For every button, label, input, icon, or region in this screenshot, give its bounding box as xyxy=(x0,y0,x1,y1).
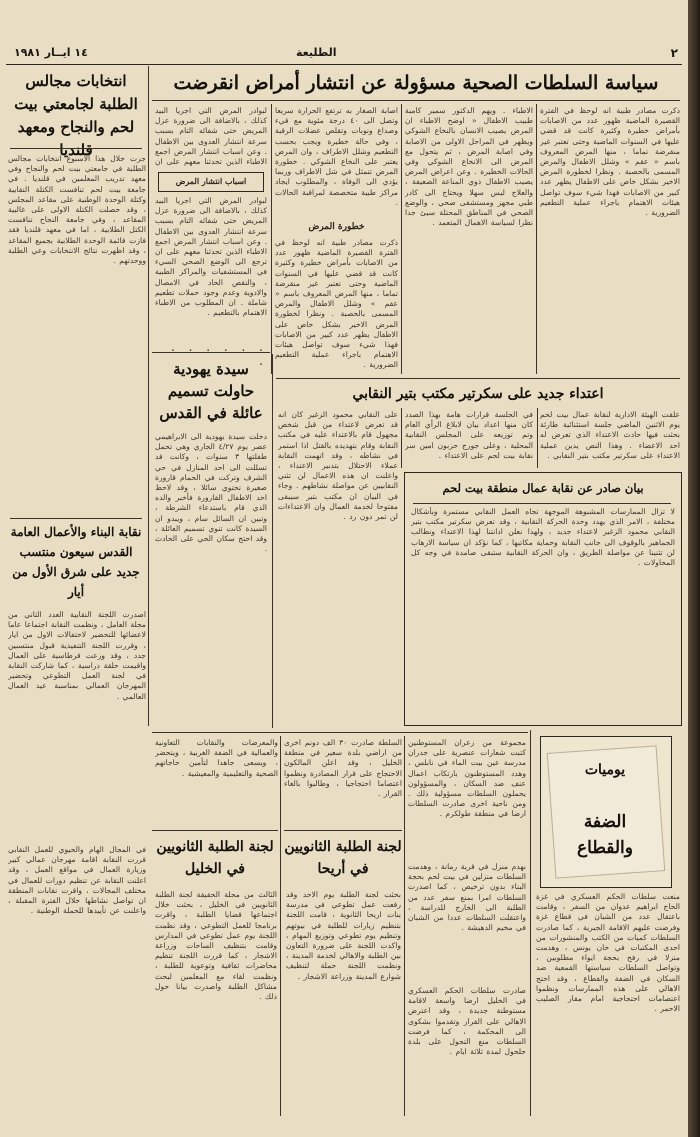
jericho-students-body: بحثت لجنة الطلبة يوم الاحد وقد رفعت عمل تطوعي في مدرسة بنات اريحا الثانوية ، قامت اللجنة بتنظيم زيارات للطلبة في بيوتهم وتنظيم يوم تطوعي وتوزيع المهام ، واكدت اللجنة على ضرورة التعاون بين الطلبة والاهالي لخدمة المدينة ، ونظمت اللجنة حملة لتنظيف شوارع المدينة وزراعة الاشجار . xyxy=(286,890,401,981)
poison-story-headline: سيدة يهودية حاولت تسميم عائلة في القدس xyxy=(159,360,263,422)
page-header xyxy=(6,44,682,65)
construction-union-headline: نقابة البناء والأعمال العامة القدس سيعون منتسب جديد على شرق الأول من أيار xyxy=(10,525,142,599)
column-divider xyxy=(271,104,272,374)
separator xyxy=(10,518,142,519)
column-divider xyxy=(404,736,405,1116)
land-confiscation-body: السلطة صادرت ٣٠ الف دونم اخرى من اراضي بلدة سعير في منطقة الخليل ، وقد اعلن المالكون الاحتجاج على قرار المصادرة ونظموا اعتصاما احتجاجيا ، وطالبوا بالغاء القرار . xyxy=(284,738,402,799)
separator xyxy=(413,503,671,504)
column-divider xyxy=(401,408,402,468)
page-number: ٢ xyxy=(670,46,678,60)
union-statement-body: لا تزال الممارسات المشبوهة الموجهة تجاه العمل النقابي مستمرة وبأشكال مختلفة ، الامر الذي يهدد وحدة الحركة النقابية ، وقد تعرض سكرتير مكتب بتير النقابي محمود الزغير لاعتداء جديد ، ولهذا نعلن ادانتنا لهذا الاعتداء ونطالب الجماهير بالوقوف الى جانب النقابة وحماية مكاتبها ، كما نؤكد ان سياسة الارهاب لن تثنينا عن مواصلة الطريق ، وان الحركة النقابية ستبقى صامدة في وجه كل المحاولات . xyxy=(411,507,675,568)
poison-story-body: دخلت سيدة يهودية الى الابراهيمي عصر يوم ٤/٢٧ الجاري وهي تحمل طفلتها ٣ سنوات ، وكانت قد تسللت الى احد المنازل في حي الشرف وتركت في الحمام قارورة صغيرة تحتوي سائلا ، وقد لاحظ احد الاطفال القارورة فأخبر والده الذي قام باستدعاء الشرطة ، وتبين ان السائل سام ، ويبدو ان السيدة كانت تنوي تسميم العائلة ، وقد احتج سكان الحي على الحادث . xyxy=(155,432,267,554)
separator xyxy=(152,352,270,353)
diary-box xyxy=(540,736,672,888)
student-elections-body: جرت خلال هذا الاسبوع انتخابات مجالس الطلبة في جامعتي بيت لحم والنجاح وفي معهد تدريب المعلمين في قلنديا . في جامعة بيت لحم تنافست الكتلة النقابية وكتلة الوحدة الوطنية على مقاعد المجلس ، وقد حصلت الكتلة الاولى على غالبية المقاعد ، وفي جامعة النجاح تنافست الكتل الطلابية ، اما في معهد قلنديا فقد فازت قائمة الوحدة الطلابية بجميع المقاعد ، وقد اظهرت نتائج الانتخابات وعي الطلبة ووحدتهم . xyxy=(8,154,146,266)
union-activities-body: في المجال الهام والحيوي للعمل النقابي قررت النقابة اقامة مهرجان عمالي كبير وزيارة العمال في مواقع العمل ، وقد اعلنت النقابة عن تنظيم دورات للعمال في مختلف المجالات ، واقرت نقابات المنطقة ان تواصل نشاطها خلال الفترة المقبلة ، واعلنت عن تأييدها للحملة الوطنية . xyxy=(8,845,146,916)
column-divider xyxy=(148,66,149,726)
union-statement-title: بيان صادر عن نقابة عمال منطقة بيت لحم xyxy=(442,481,644,495)
end-dots: . . . . . . . xyxy=(171,340,268,368)
diary-body: منعت سلطات الحكم العسكري في غزة الحاج ابراهيم عدوان من السفر ، وقامت باعتقال عدد من الشبان في قطاع غزة وفرضت عليهم الاقامة الجبرية ، كما صادرت السلطات كميات من الكتب والمنشورات من احدى المكتبات في خان يونس ، وهدمت منزلا في رفح بحجة ايواء مطلوبين ، وتواصل السلطات سياستها القمعية ضد السكان في الضفة والقطاع ، وقد احتج الاهالي على هذه الممارسات ونظموا اعتصامات احتجاجية امام مقار الصليب الاحمر . xyxy=(536,892,680,1014)
main-headline: سياسة السلطات الصحية مسؤولة عن انتشار أمراض انقرضت xyxy=(173,72,659,94)
demolition-body: بهدم منزل في قرية رمانة ، وهدمت السلطات منزلين في بيت لحم بحجة البناء بدون ترخيص ، كما اصدرت السلطات امرا بمنع سفر عدد من الطلبة الى الخارج للدراسة ، واعتقلت السلطات عددا من الشبان في مخيم الدهيشة . xyxy=(408,862,526,933)
main-article-col3: اصابة الصغار به ترتفع الحرارة سريعا وتصل الى ٤٠ درجة مئوية مع قيء وصداع ونوبات وتقلص عضلات الرقبة ، وفي حالة خطيرة ويجب بحسب التطعيم وشلل الاطراف ، وان المرض يعتبر على النخاع الشوكي . خطورة المرض تتمثل في شل الاطراف وربما يؤدي الى الوفاة ، والمطلوب ايجاد مراكز طبية متخصصة لمراقبة الحالات . xyxy=(275,106,398,207)
hebron-students-body: الثالث من مجلة الحقيقة لجنة الطلبة الثانويين في الخليل ، بحثت خلال اجتماعها قضايا الطلبة ، واقرت برنامجا للعمل التطوعي ، وقد نظمت اللجنة يوم عمل تطوعي في المدارس وقامت بتنظيف الساحات وزراعة الاشجار ، كما قررت اللجنة تنظيم محاضرات ثقافية وتوعوية للطلبة ، ونظمت لقاء مع المعلمين لبحث مشاكل الطلبة واصدرت بيانا حول ذلك . xyxy=(155,890,277,1002)
settlers-body: مجموعة من زعران المستوطنين كتبت شعارات عنصرية على جدران مدرسة عين بيت الماء في نابلس ، وهدد المستوطنون بارتكاب اعمال عنف ضد السكان ، والمسؤولون يحملون السلطات مسؤولية ذلك . ومن ناحية اخرى صادرت السلطات ارضا في منطقة طولكرم . xyxy=(408,738,526,819)
main-article-col1: ذكرت مصادر طبية انه لوحظ في الفترة القصيرة الماضية ظهور عدد من الاصابات بأمراض خطيرة وكثيرة كانت قد قضي عليها في السنوات الماضية وحتى تعتبر غير منقرضة تماما ، منها المرض المعروف باسم « عقم » وشلل الاطفال والمرض المسمى بالحصبة . ونظرا لخطورة المرض الاخير بشكل خاص على الاطفال يظهر عدد كبير من الاصابات فهذا شيء سوف تواصل هيئات الاهتمام باجراء عملية التطعيم الضرورية . xyxy=(540,106,680,218)
separator xyxy=(152,830,278,831)
separator xyxy=(10,148,142,149)
separator xyxy=(276,378,680,379)
column-divider xyxy=(280,736,281,1116)
danger-subheading: خطورة المرض xyxy=(308,222,365,232)
column-divider xyxy=(272,354,273,728)
column-divider xyxy=(530,730,531,1116)
diary-label: يوميات xyxy=(584,762,626,778)
student-elections-headline: انتخابات مجالس الطلبة لجامعتي بيت لحم والنجاح ومعهد قلنديا xyxy=(14,72,138,159)
union-statement-box xyxy=(404,472,682,726)
column-divider xyxy=(536,104,537,374)
main-article-col4: لبوادر المرض التي اجريا البيد كذلك ، بالاضافة الى ضرورة عزل المريض حتى شفائه التام بسبب سرعة انتشار العدوى بين الاطفال . وعن اسباب انتشار المرض اجمع الاطباء الذين تحدثنا معهم على ان xyxy=(155,106,267,167)
page-edge xyxy=(688,0,700,1137)
separator xyxy=(152,732,528,733)
main-article-col3b: ذكرت مصادر طبية انه لوحظ في الفترة القصيرة الماضية ظهور عدد من الاصابات بأمراض خطيرة وكثيرة كانت قد قضي عليها في السنوات الماضية وحتى تعتبر غير منقرضة تماما ، منها المرض المعروف باسم « عقم » وشلل الاطفال والمرض المسمى بالحصبة . ونظرا لخطورة المرض الاخير بشكل خاص على الاطفال يظهر عدد كبير من الاصابات فهذا شيء سوف تواصل هيئات الاهتمام باجراء عملية التطعيم الضرورية . xyxy=(275,238,398,370)
column-divider xyxy=(401,104,402,374)
battir-col-a: علقت الهيئة الادارية لنقابة عمال بيت لحم يوم الاثنين الماضي جلسة استثنائية طارئة بحثت فيها حادث الاعتداء الذي تعرض له احد الاعضاء . وهذا النص يدين عملية الاعتداء على سكرتير مكتب بتير النقابي . xyxy=(540,410,680,460)
diary-title: الضفة والقطاع xyxy=(577,812,633,858)
construction-union-body: اصدرت اللجنة النقابية العدد الثاني من مجلة العامل ، ونظمت النقابة اجتماعا عاما لاعضائها للتحضير لاحتفالات الاول من ايار ، وقررت اللجنة التنفيذية قبول منتسبين جدد ، وقد وزعت قرطاسية على العمال واقيمت حلقة دراسية ، كما شاركت النقابة في لجنة العمل التطوعي وتحضير المهرجان العمالي بمناسبة عيد العمال العالمي . xyxy=(8,610,146,701)
causes-subheading: اسباب انتشار المرض xyxy=(175,176,247,186)
causes-subheading-box xyxy=(158,172,264,192)
newspaper-name: الطليعة xyxy=(296,46,337,59)
column-divider xyxy=(537,408,538,468)
battir-col-c: على النقابي محمود الزغير كان انه قد تعرض لاعتداء من قبل شخص مجهول قام بالاعتداء عليه في مكتب النقابة وقام بتهديده بالقتل اذا استمر في نشاطه ، وقد اتهمت النقابة عملاء الاحتلال بتدبير الاعتداء ، واعلنت ان هذه الاعمال لن تثني النقابيين عن مواصلة نشاطهم . وجاء في البيان ان مكتب بتير سيبقى مفتوحا لخدمة العمال وان الاعتداءات لن تمر دون رد . xyxy=(278,410,398,522)
main-article-col4b: لبوادر المرض التي اجريا البيد كذلك ، بالاضافة الى ضرورة عزل المريض حتى شفائه التام بسبب سرعة انتشار العدوى بين الاطفال . وعن اسباب انتشار المرض اجمع الاطباء الذين تحدثنا معهم على ان ترجع الى الوضع الصحي السيء في المستشفيات والمراكز الطبية ، والنقص الحاد في الامصال والادوية وعدم وجود حملات تطعيم شاملة . ان المطلوب من الاطباء الاهتمام بالتطعيم . xyxy=(155,196,267,318)
jericho-students-headline: لجنة الطلبة الثانويين في أريحا xyxy=(284,839,402,877)
main-article-col2: الاطباء . ويهم الدكتور سمير كامبة طبيب الاطفال « اوضح الاطباء ان المرض يصيب الانسان بالنخاع الشوكي ويظهر في المراحل الاولى من الاصابة وفي اصابة المرض ، ثم يتحول مع المرض الى الانخاع الشوكي وفي الحالات الخطيرة . وعن اعراض المرض يصيب الاطفال ذوي المناعة الضعيفة ، والعلاج ليس سهلا ويحتاج الى كادر طبي مجهز ومستشفى صحي ، والوضع الصحي في المناطق المحتلة سيئ جدا نظرا لسياسة الاهمال المتعمد . xyxy=(405,106,533,228)
battir-attack-headline: اعتداء جديد على سكرتير مكتب بتير النقابي xyxy=(352,386,604,402)
issue-date: ١٤ ايــار ١٩٨١ xyxy=(14,46,88,59)
unions-body: والمعرضات والنقابات التعاونية والعمالية في الضفة الغربية ، ويتحضر ، ويسعى جاهدا لتأمين حاجاتهم الصحية والتعليمية والمعيشية . xyxy=(155,738,278,778)
separator xyxy=(284,830,402,831)
battir-col-b: في الجلسة قرارات هامة بهذا الصدد كان منها اعداد بيان لابلاغ الرأي العام وتم توزيعه على المجلس النقابية المحلية ، وعلى جورج حزبون امين سر نقابة بيت لحم على الاعتداء . xyxy=(405,410,533,460)
hebron-land-body: صادرت سلطات الحكم العسكري في الخليل ارضا واسعة لاقامة مستوطنة جديدة ، وقد اعترض الاهالي على القرار وتقدموا بشكوى الى المحكمة ، كما فرضت السلطات منع التجول على بلدة حلحول لمدة ثلاثة ايام . xyxy=(408,986,526,1057)
headline-rule xyxy=(152,100,680,101)
hebron-students-headline: لجنة الطلبة الثانويين في الخليل xyxy=(156,839,274,877)
